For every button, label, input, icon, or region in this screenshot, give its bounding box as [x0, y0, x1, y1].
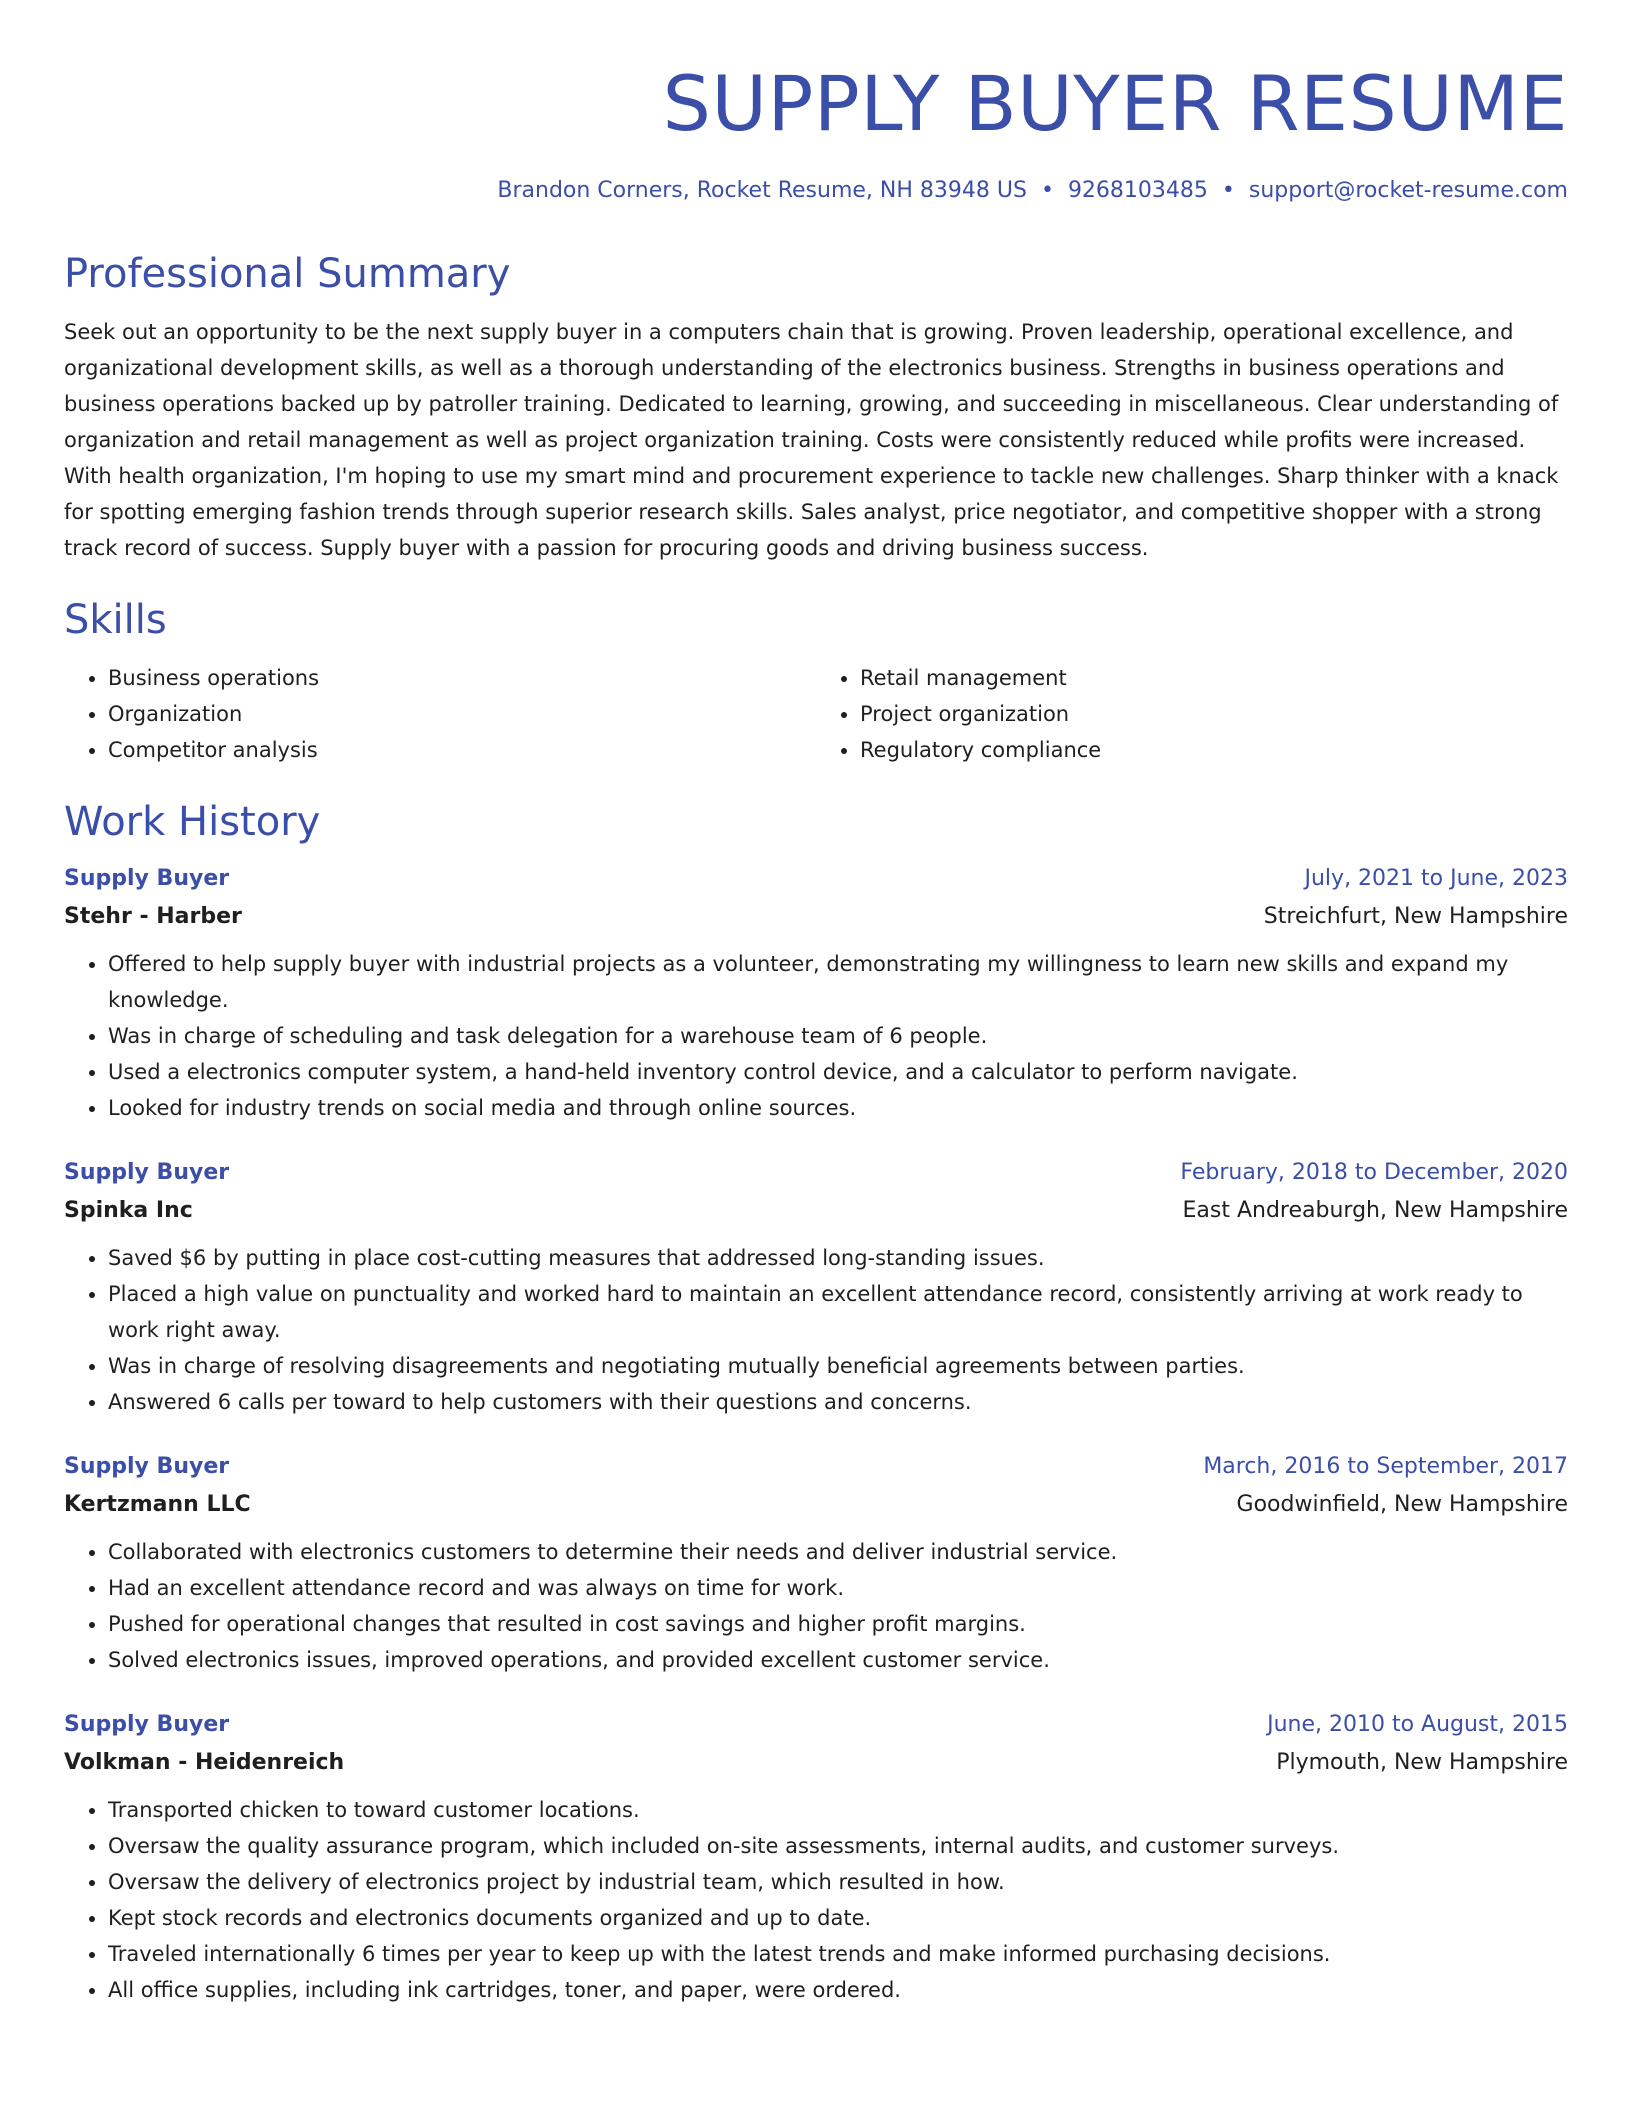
job-dates: June, 2010 to August, 2015	[1267, 1712, 1568, 1737]
skill-item: • Business operations	[108, 660, 816, 696]
job-company-row	[64, 1192, 1568, 1230]
job-location: Plymouth, New Hampshire	[1276, 1750, 1568, 1775]
contact-phone: 9268103485	[1067, 178, 1208, 203]
job-bullet: • Collaborated with electronics customers to determine their needs and deliver industrial service.	[108, 1534, 1568, 1570]
skill-item: • Retail management	[860, 660, 1568, 696]
contact-separator: •	[1040, 178, 1054, 203]
job-entry	[64, 1706, 1568, 2008]
job-bullet: • Offered to help supply buyer with industrial projects as a volunteer, demonstrating my willingness to learn new skills and expand my knowledge.	[108, 946, 1568, 1018]
job-dates: February, 2018 to December, 2020	[1180, 1160, 1568, 1185]
skills-list-right	[816, 660, 1568, 768]
job-header-row	[64, 1706, 1568, 1744]
skill-item: • Regulatory compliance	[860, 732, 1568, 768]
job-bullet: • Traveled internationally 6 times per year to keep up with the latest trends and make informed purchasing decisions.	[108, 1936, 1568, 1972]
job-bullet: • Oversaw the delivery of electronics project by industrial team, which resulted in how.	[108, 1864, 1568, 1900]
job-location: Goodwinfield, New Hampshire	[1236, 1492, 1568, 1517]
job-company-row	[64, 1744, 1568, 1782]
skills-column-right	[816, 660, 1568, 768]
skills-grid	[64, 660, 1568, 768]
contact-separator: •	[1221, 178, 1235, 203]
job-title: Supply Buyer	[64, 1454, 230, 1479]
job-bullets	[64, 1792, 1568, 2008]
skill-item: • Organization	[108, 696, 816, 732]
job-title: Supply Buyer	[64, 1712, 230, 1737]
job-entry	[64, 1448, 1568, 1678]
skill-item: • Project organization	[860, 696, 1568, 732]
job-bullets	[64, 1534, 1568, 1678]
job-bullet: • Used a electronics computer system, a hand-held inventory control device, and a calculator to perform navigate.	[108, 1054, 1568, 1090]
skills-list-left	[64, 660, 816, 768]
job-company: Volkman - Heidenreich	[64, 1750, 345, 1775]
job-header-row	[64, 1154, 1568, 1192]
job-bullet: • All office supplies, including ink cartridges, toner, and paper, were ordered.	[108, 1972, 1568, 2008]
job-bullet: • Solved electronics issues, improved operations, and provided excellent customer service.	[108, 1642, 1568, 1678]
job-dates: July, 2021 to June, 2023	[1304, 866, 1568, 891]
skill-item: • Competitor analysis	[108, 732, 816, 768]
job-company: Kertzmann LLC	[64, 1492, 251, 1517]
skills-column-left	[64, 660, 816, 768]
job-location: East Andreaburgh, New Hampshire	[1182, 1198, 1568, 1223]
job-header-row	[64, 860, 1568, 898]
job-bullet: • Looked for industry trends on social media and through online sources.	[108, 1090, 1568, 1126]
job-bullet: • Answered 6 calls per toward to help customers with their questions and concerns.	[108, 1384, 1568, 1420]
job-bullet: • Oversaw the quality assurance program, which included on-site assessments, internal audits, and customer surveys.	[108, 1828, 1568, 1864]
summary-heading: Professional Summary	[64, 251, 511, 297]
job-bullet: • Placed a high value on punctuality and worked hard to maintain an excellent attendance record, consistently arriving at work ready to work right away.	[108, 1276, 1568, 1348]
job-bullet: • Kept stock records and electronics documents organized and up to date.	[108, 1900, 1568, 1936]
job-title: Supply Buyer	[64, 1160, 230, 1185]
skills-heading: Skills	[64, 597, 167, 643]
contact-address: Brandon Corners, Rocket Resume, NH 83948 US	[497, 178, 1027, 203]
work-history-heading: Work History	[64, 799, 321, 845]
contact-line	[64, 174, 1568, 208]
resume-title: SUPPLY BUYER RESUME	[662, 59, 1568, 148]
job-entry	[64, 860, 1568, 1126]
job-bullets	[64, 1240, 1568, 1420]
job-company: Spinka Inc	[64, 1198, 193, 1223]
job-bullet: • Was in charge of scheduling and task delegation for a warehouse team of 6 people.	[108, 1018, 1568, 1054]
job-dates: March, 2016 to September, 2017	[1203, 1454, 1568, 1479]
contact-email: support@rocket-resume.com	[1248, 178, 1568, 203]
job-entry	[64, 1154, 1568, 1420]
job-company: Stehr - Harber	[64, 904, 242, 929]
job-bullet: • Had an excellent attendance record and was always on time for work.	[108, 1570, 1568, 1606]
job-bullet: • Pushed for operational changes that resulted in cost savings and higher profit margins.	[108, 1606, 1568, 1642]
job-company-row	[64, 1486, 1568, 1524]
job-bullet: • Saved $6 by putting in place cost-cutting measures that addressed long-standing issues.	[108, 1240, 1568, 1276]
job-location: Streichfurt, New Hampshire	[1263, 904, 1568, 929]
job-bullet: • Transported chicken to toward customer locations.	[108, 1792, 1568, 1828]
job-title: Supply Buyer	[64, 866, 230, 891]
job-bullet: • Was in charge of resolving disagreements and negotiating mutually beneficial agreements between parties.	[108, 1348, 1568, 1384]
job-company-row	[64, 898, 1568, 936]
job-header-row	[64, 1448, 1568, 1486]
summary-text: Seek out an opportunity to be the next supply buyer in a computers chain that is growing. Proven leadership, operational excellence, and organizational development skills, as well as a thorough understanding of the electronics business. Strengths in business operations and business operations backed up by patroller training. Dedicated to learning, growing, and succeeding in miscellaneous. Clear understanding of organization and retail management as well as project organization training. Costs were consistently reduced while profits were increased. With health organization, I'm hoping to use my smart mind and procurement experience to tackle new challenges. Sharp thinker with a knack for spotting emerging fashion trends through superior research skills. Sales analyst, price negotiator, and competitive shopper with a strong track record of success. Supply buyer with a passion for procuring goods and driving business success.	[64, 320, 1559, 560]
job-bullets	[64, 946, 1568, 1126]
